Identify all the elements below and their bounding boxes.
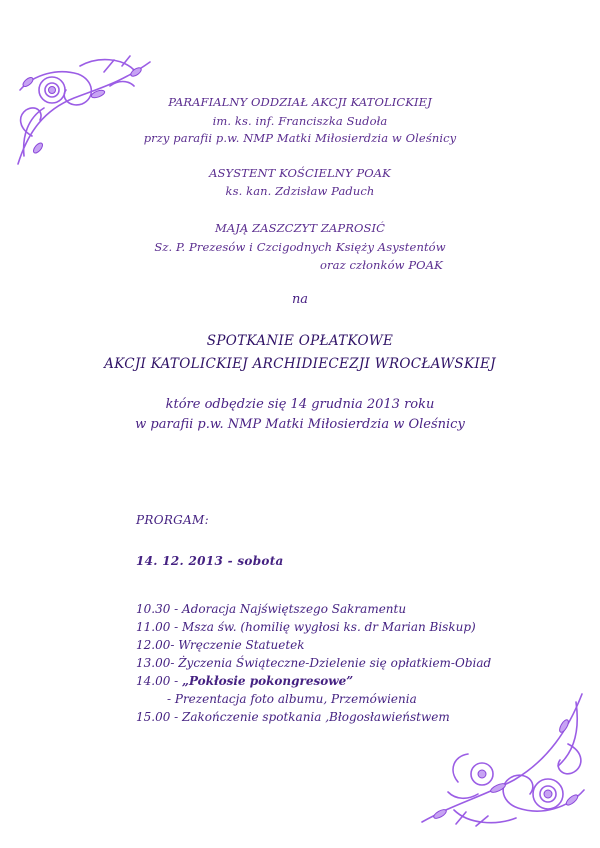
program-item: 15.00 - Zakończenie spotkania ,Błogosławieństwem: [136, 710, 450, 724]
program-item: 12.00- Wręczenie Statuetek: [136, 638, 305, 652]
event-place-line: w parafii p.w. NMP Matki Miłosierdzia w Oleśnicy: [135, 417, 465, 432]
invite-line-2: oraz członków POAK: [320, 258, 443, 272]
invite-line-1: Sz. P. Prezesów i Czcigodnych Księży Asystentów: [154, 240, 446, 254]
org-patron: im. ks. inf. Franciszka Sudoła: [212, 114, 388, 128]
program-item: 13.00- Życzenia Świąteczne-Dzielenie się opłatkiem-Obiad: [136, 656, 492, 670]
program-item: 10.30 - Adoracja Najświętszego Sakramentu: [136, 602, 407, 616]
event-date-line: które odbędzie się 14 grudnia 2013 roku: [165, 397, 435, 412]
corner-ornament-top-left-icon: [14, 52, 154, 170]
program-item: [136, 674, 353, 688]
program-date: 14. 12. 2013 - sobota: [136, 554, 284, 568]
program-item-highlight: „Pokłosie pokongresowe”: [182, 674, 354, 688]
program-item-time: 14.00 -: [136, 674, 183, 688]
event-title-2: AKCJI KATOLICKIEJ ARCHIDIECEZJI WROCŁAWSKIEJ: [104, 356, 496, 372]
program-heading: PRORGAM:: [136, 513, 209, 527]
org-name: PARAFIALNY ODDZIAŁ AKCJI KATOLICKIEJ: [168, 95, 432, 109]
assistant-name: ks. kan. Zdzisław Paduch: [225, 184, 375, 198]
invite-na: na: [291, 292, 309, 307]
org-parish: przy parafii p.w. NMP Matki Miłosierdzia w Oleśnicy: [143, 131, 457, 145]
assistant-title: ASYSTENT KOŚCIELNY POAK: [209, 166, 391, 180]
invite-title: MAJĄ ZASZCZYT ZAPROSIĆ: [214, 221, 386, 235]
event-title-1: SPOTKANIE OPŁATKOWE: [206, 333, 394, 349]
program-item-sub: - Prezentacja foto albumu, Przemówienia: [167, 692, 417, 706]
program-item: 11.00 - Msza św. (homilię wygłosi ks. dr Marian Biskup): [136, 620, 476, 634]
corner-ornament-bottom-right-icon: [418, 690, 586, 830]
